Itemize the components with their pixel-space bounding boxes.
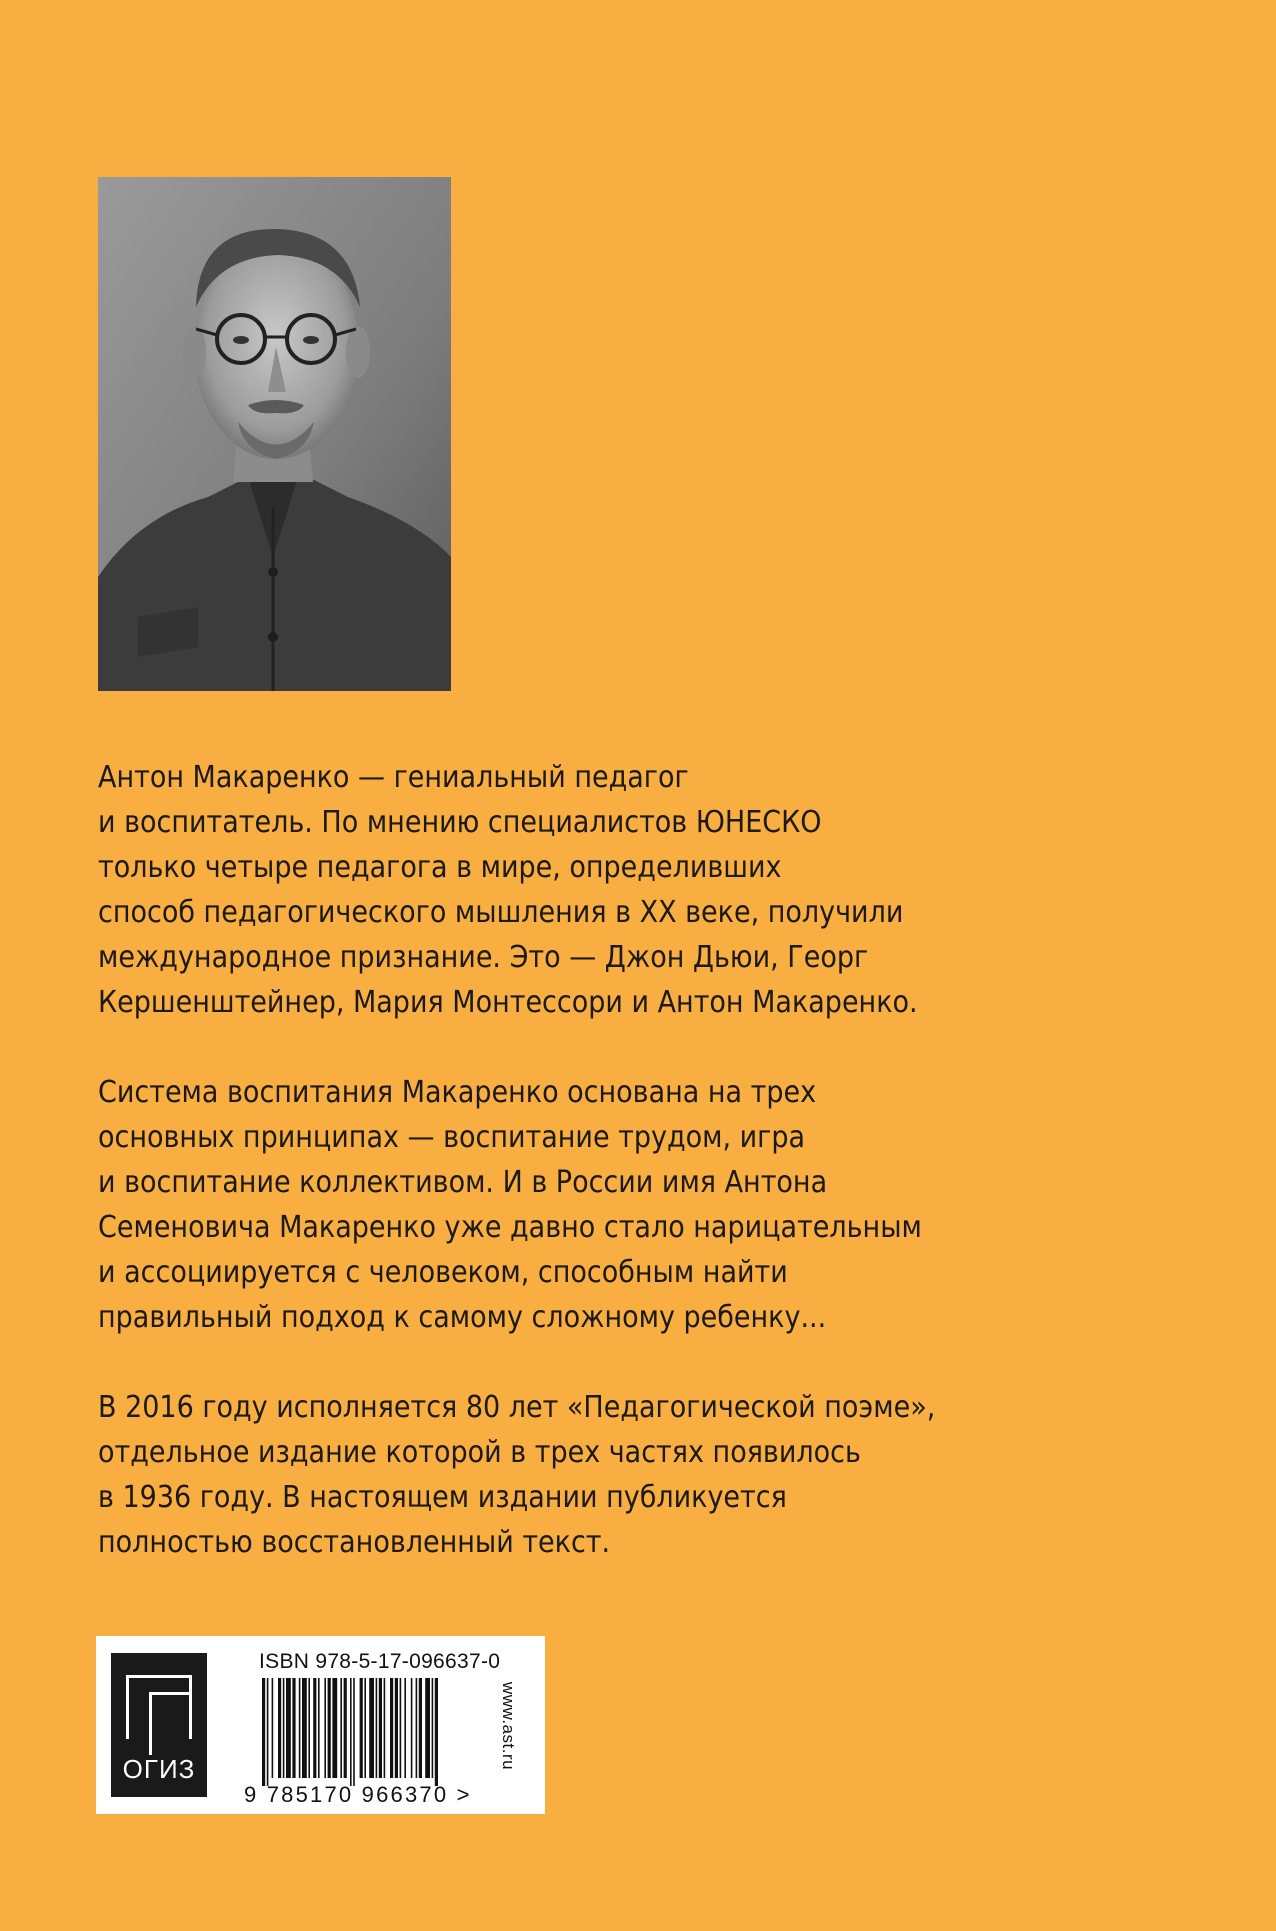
barcode-stripe [318,1678,320,1778]
barcode-stripe [262,1678,265,1786]
barcode-stripe [395,1678,398,1778]
barcode-stripe [364,1678,366,1778]
barcode-stripe [350,1678,352,1786]
barcode-stripe [302,1678,307,1778]
barcode-stripe [400,1678,402,1778]
text-line: Антон Макаренко — гениальный педагог [98,760,689,795]
barcode-icon [262,1678,498,1786]
barcode-stripe [283,1678,285,1778]
text-line: в 1936 году. В настоящем издании публикуется [98,1480,787,1515]
barcode-stripe [432,1678,434,1778]
text-line: международное признание. Это — Джон Дьюи, Георг [98,940,869,975]
barcode-stripe [419,1678,422,1778]
barcode-stripe [292,1678,295,1778]
barcode-stripe [267,1678,269,1786]
text-line: и воспитание коллективом. И в России имя Антона [98,1165,828,1200]
description-paragraph-3 [98,1385,1158,1565]
barcode-stripe [379,1678,382,1778]
barcode-stripe [299,1678,301,1778]
barcode-stripe [272,1678,274,1778]
text-line: Семеновича Макаренко уже давно стало нарицательным [98,1210,922,1245]
text-line: основных принципах — воспитание трудом, игра [98,1120,806,1155]
barcode-stripe [435,1678,438,1786]
isbn-label: ISBN 978-5-17-096637-0 [259,1650,501,1673]
publisher-website: www.ast.ru [499,1681,518,1771]
barcode-stripe [404,1678,406,1778]
barcode-stripe [425,1678,430,1778]
barcode-stripe [384,1678,386,1778]
text-line: и ассоциируется с человеком, способным найти [98,1255,788,1290]
barcode-stripe [332,1678,337,1778]
text-line: и воспитатель. По мнению специалистов ЮНЕСКО [98,805,822,840]
barcode-stripe [308,1678,310,1778]
text-line: Кершенштейнер, Мария Монтессори и Антон Макаренко. [98,985,918,1020]
text-line: способ педагогического мышления в XX веке, получили [98,895,904,930]
barcode-stripe [278,1678,281,1778]
portrait-photo-icon [98,177,451,691]
barcode-stripe [353,1678,355,1786]
description-paragraph-1 [98,755,1158,1025]
text-line: В 2016 году исполняется 80 лет «Педагогической поэме», [98,1390,936,1425]
barcode-stripe [286,1678,291,1778]
text-line: полностью восстановленный текст. [98,1525,611,1560]
logo-frame-icon [126,1675,192,1739]
barcode-stripe [344,1678,347,1778]
barcode-stripe [369,1678,374,1778]
publisher-logo [111,1653,207,1797]
text-line: правильный подход к самому сложному ребенку... [98,1300,827,1335]
barcode-stripe [313,1678,316,1778]
barcode-digits: 9 785170 966370 > [244,1782,472,1807]
publisher-logo-text: ОГИЗ [122,1754,196,1784]
barcode-stripe [416,1678,418,1778]
author-portrait [98,177,451,691]
text-line: отдельное издание которой в трех частях появилось [98,1435,861,1470]
barcode-stripe [376,1678,378,1778]
barcode-stripe [340,1678,342,1778]
description-paragraph-2 [98,1070,1158,1340]
text-line: только четыре педагога в мире, определивших [98,850,782,885]
barcode-stripe [411,1678,413,1778]
barcode-stripe [328,1678,331,1778]
barcode-stripe [324,1678,326,1778]
text-line: Система воспитания Макаренко основана на трех [98,1075,817,1110]
barcode-stripe [390,1678,393,1778]
isbn-barcode-panel [96,1636,545,1814]
barcode-stripe [360,1678,363,1778]
